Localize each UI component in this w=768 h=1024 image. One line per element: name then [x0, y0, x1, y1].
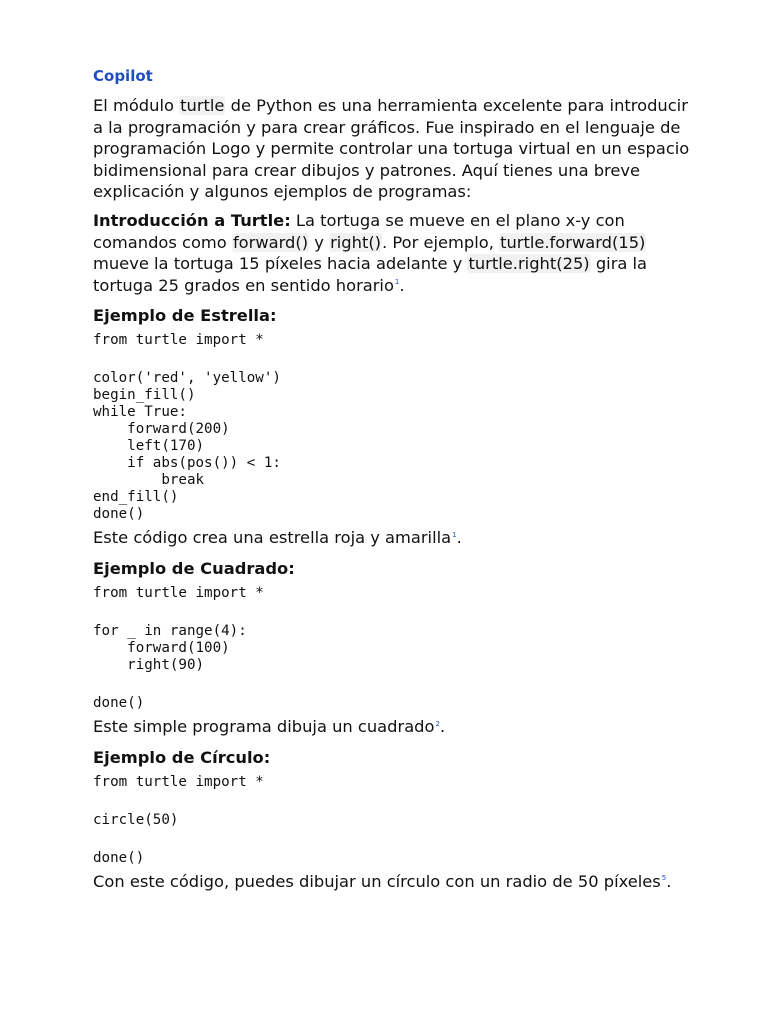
- star-heading: Ejemplo de Estrella:: [93, 306, 277, 326]
- intro-text-1: El módulo: [93, 96, 180, 115]
- turtle-intro-text-3: . Por ejemplo,: [382, 232, 500, 252]
- turtle-intro-text-1: La tortuga se mueve en el plano x-y con comandos como: [93, 210, 625, 252]
- circle-desc-text: Con este código, puedes dibujar un círculo con un radio de 50 píxeles: [93, 871, 661, 891]
- circle-desc-end: .: [666, 871, 672, 891]
- star-code-import: from turtle import *: [93, 332, 264, 349]
- turtle-intro-heading: Introducción a Turtle:: [93, 210, 291, 230]
- circle-description: [93, 871, 693, 893]
- intro-paragraph: [93, 95, 693, 203]
- square-desc-text: Este simple programa dibuja un cuadrado: [93, 716, 435, 736]
- star-description: [93, 527, 693, 549]
- turtle-intro-text-2: y: [309, 232, 330, 252]
- inline-code-turtle-right: turtle.right(25): [468, 254, 590, 274]
- code-gap: [93, 606, 693, 623]
- code-gap: [93, 678, 693, 695]
- code-gap: [93, 833, 693, 850]
- intro-text-2: de Python es una herramienta excelente para introducir a la programación y para crear gráficos. Fue inspirado en el lenguaje de programación Logo y permite controlar una tortuga virtual en un espacio bidimensional para crear dibujos y patrones. Aquí tienes una breve explicación y algunos ejemplos de programas:: [93, 96, 690, 202]
- star-desc-end: .: [456, 528, 462, 548]
- star-code-body: color('red', 'yellow') begin_fill() while True: forward(200) left(170) if abs(pos()) < 1: break end_fill() done(): [93, 370, 281, 523]
- document-page: [93, 64, 693, 899]
- citation-link[interactable]: 1: [452, 530, 457, 539]
- inline-code-forward: forward(): [232, 232, 309, 252]
- citation-link[interactable]: 1: [394, 278, 400, 287]
- turtle-intro-text-5: gira la tortuga 25 grados en sentido horario: [93, 254, 648, 295]
- inline-code-turtle: turtle: [180, 96, 225, 115]
- inline-code-right: right(): [330, 232, 382, 252]
- circle-code-import: from turtle import *: [93, 773, 264, 790]
- circle-code-done: done(): [93, 849, 145, 866]
- citation-link[interactable]: 5: [661, 874, 667, 883]
- square-code-import: from turtle import *: [93, 584, 264, 601]
- author-label: Copilot: [93, 67, 153, 85]
- square-code-loop: for _ in range(4): forward(100) right(90): [93, 622, 247, 673]
- turtle-intro-end: .: [399, 275, 405, 295]
- code-gap: [93, 353, 693, 370]
- square-desc-end: .: [439, 716, 446, 736]
- citation-link[interactable]: 2: [435, 719, 440, 728]
- square-description: [93, 716, 693, 738]
- circle-heading: Ejemplo de Círculo:: [93, 747, 271, 767]
- turtle-intro-paragraph: [93, 210, 693, 296]
- square-code-done: done(): [93, 694, 145, 711]
- code-gap: [93, 795, 693, 812]
- inline-code-turtle-forward: turtle.forward(15): [500, 232, 646, 252]
- turtle-intro-text-4: mueve la tortuga 15 píxeles hacia adelante y: [93, 254, 468, 274]
- square-heading: Ejemplo de Cuadrado:: [93, 558, 295, 578]
- star-desc-text: Este código crea una estrella roja y amarilla: [93, 528, 452, 548]
- circle-code-call: circle(50): [93, 811, 179, 828]
